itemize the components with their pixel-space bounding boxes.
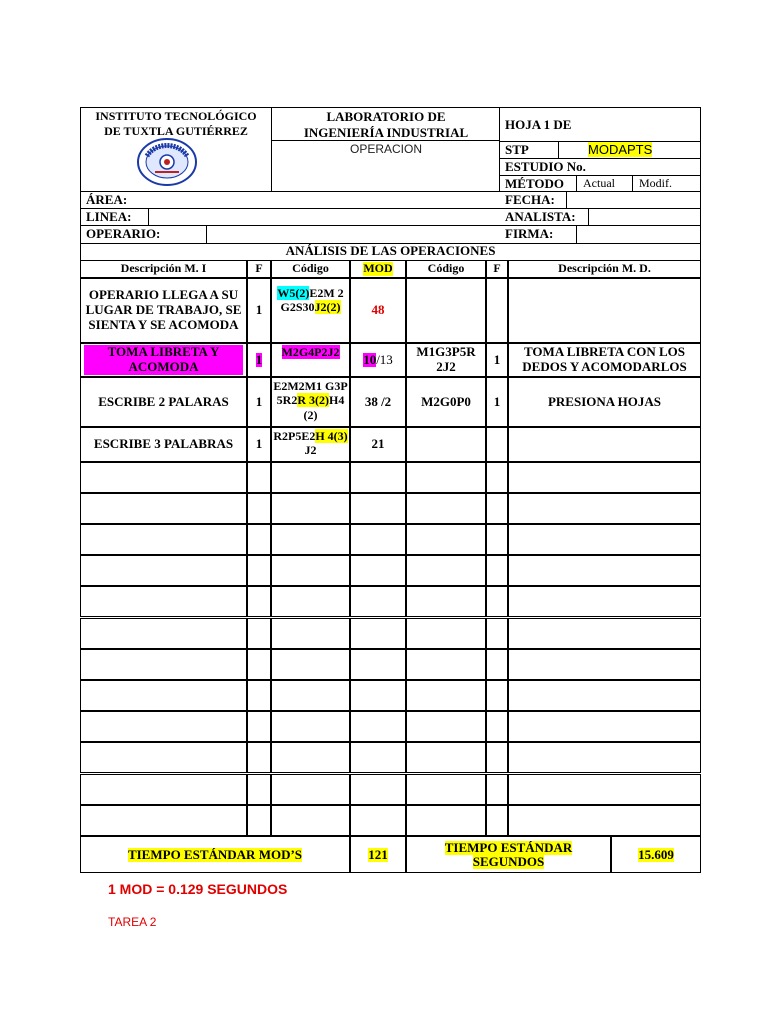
table-cell-border <box>80 555 247 586</box>
column-header <box>271 260 350 278</box>
f-md <box>486 427 508 462</box>
table-cell-border <box>508 555 701 586</box>
table-cell-border <box>486 805 508 836</box>
table-cell-border <box>271 742 350 773</box>
code-md: M2G0P0 <box>421 393 471 409</box>
code-mi-part: H4(2) <box>303 393 345 422</box>
table-cell-border <box>486 618 508 649</box>
table-cell-border <box>406 742 486 773</box>
desc-mi-text: ESCRIBE 2 PALARAS <box>98 393 229 409</box>
table-cell-border <box>271 774 350 805</box>
table-cell-border <box>406 555 486 586</box>
institute-line2: DE TUXTLA GUTIÉRREZ <box>104 124 248 138</box>
desc-mi-text: OPERARIO LLEGA A SU LUGAR DE TRABAJO, SE SIENTA Y SE ACOMODA <box>85 287 242 332</box>
fecha-divider <box>566 191 567 208</box>
table-cell-border <box>350 680 406 711</box>
tiempo-mods-label <box>80 836 350 873</box>
table-cell-border <box>486 649 508 680</box>
tiempo-seg-label-text: SEGUNDOS <box>472 853 545 869</box>
metodo-div1 <box>576 175 577 191</box>
desc-mi <box>84 343 243 377</box>
hoja-label: HOJA 1 DE <box>505 117 572 132</box>
table-cell-border <box>271 711 350 742</box>
column-header-text: F <box>493 261 501 276</box>
fecha-label: FECHA: <box>505 192 555 207</box>
code-mi <box>273 377 348 427</box>
desc-mi-text: ESCRIBE 3 PALABRAS <box>93 436 234 452</box>
table-cell-border <box>486 774 508 805</box>
table-cell-border <box>80 711 247 742</box>
code-mi <box>273 343 348 377</box>
f-mi-text: 1 <box>255 351 263 367</box>
mod-value-text: 38 /2 <box>364 393 392 409</box>
desc-md: TOMA LIBRETA CON LOS DEDOS Y ACOMODARLOS <box>522 344 687 374</box>
code-mi-part: R2P5E2 <box>273 429 316 443</box>
mod-value-text: 21 <box>371 436 385 452</box>
table-cell-border <box>247 742 271 773</box>
tiempo-seg-value <box>611 836 701 873</box>
analista-label: ANALISTA: <box>505 209 576 224</box>
table-cell-border <box>406 462 486 493</box>
analysis-table <box>80 260 701 867</box>
table-cell-border <box>271 493 350 524</box>
table-cell-border <box>350 618 406 649</box>
code-mi-part: E2M2M1 G3P5R2 <box>273 379 348 408</box>
table-cell-border <box>247 649 271 680</box>
table-cell-border <box>350 524 406 555</box>
mod-value <box>350 343 406 377</box>
mod-value-highlight: 10 <box>363 351 377 367</box>
tiempo-seg-value-text: 15.609 <box>638 846 674 862</box>
table-cell-border <box>486 680 508 711</box>
table-cell-border <box>247 774 271 805</box>
code-md: M1G3P5R 2J2 <box>416 344 476 374</box>
mod-value <box>350 377 406 427</box>
metodo-actual: Actual <box>583 176 615 190</box>
f-mi-text: 1 <box>255 436 263 452</box>
firma-label: FIRMA: <box>505 226 554 241</box>
desc-mi <box>84 427 243 462</box>
tarea-note: TAREA 2 <box>108 915 157 929</box>
table-cell-border <box>350 711 406 742</box>
column-header-text: Descripción M. D. <box>558 261 651 276</box>
column-header <box>406 260 486 278</box>
estudio-label: ESTUDIO No. <box>505 159 586 174</box>
table-cell-border <box>406 774 486 805</box>
table-cell-border <box>406 586 486 617</box>
desc-md <box>512 427 697 462</box>
f-mi <box>247 427 271 462</box>
table-cell-border <box>508 742 701 773</box>
table-cell-border <box>271 524 350 555</box>
table-cell-border <box>80 805 247 836</box>
table-cell-border <box>271 805 350 836</box>
tiempo-mods-value <box>350 836 406 873</box>
table-cell-border <box>80 774 247 805</box>
table-cell-border <box>350 649 406 680</box>
code-mi <box>273 278 348 343</box>
table-cell-border <box>350 586 406 617</box>
f-mi-text: 1 <box>255 393 263 409</box>
table-cell-border <box>508 462 701 493</box>
operario-label: OPERARIO: <box>86 226 161 241</box>
table-cell-border <box>406 618 486 649</box>
tiempo-mods-label-text: TIEMPO ESTÁNDAR MOD’S <box>127 846 303 862</box>
table-cell-border <box>247 680 271 711</box>
operario-divider <box>206 225 207 244</box>
table-cell-border <box>247 524 271 555</box>
f-md: 1 <box>493 351 501 367</box>
table-cell-border <box>486 524 508 555</box>
stp-divider <box>558 141 559 158</box>
f-mi <box>247 377 271 427</box>
f-md: 1 <box>493 393 501 409</box>
code-mi-part: H 4(3) <box>315 429 348 443</box>
area-row-line <box>80 191 701 192</box>
table-cell-border <box>406 493 486 524</box>
desc-mi <box>84 377 243 427</box>
lab-line2: INGENIERÍA INDUSTRIAL <box>303 125 469 140</box>
column-header-text: Descripción M. I <box>120 261 207 276</box>
code-md <box>410 427 482 462</box>
table-cell-border <box>80 586 247 617</box>
table-cell-border <box>271 462 350 493</box>
code-mi-part: W5(2) <box>277 286 310 300</box>
table-cell-border <box>508 805 701 836</box>
table-cell-border <box>486 493 508 524</box>
table-cell-border <box>247 618 271 649</box>
area-label: ÁREA: <box>86 192 128 207</box>
table-cell-border <box>80 462 247 493</box>
desc-mi-text: TOMA LIBRETA Y ACOMODA <box>84 345 243 375</box>
table-cell-border <box>350 742 406 773</box>
mod-value <box>350 278 406 343</box>
tiempo-mods-value-text: 121 <box>368 846 388 862</box>
f-mi <box>247 278 271 343</box>
table-cell-border <box>80 680 247 711</box>
column-header <box>247 260 271 278</box>
mod-value <box>350 427 406 462</box>
lab-line1: LABORATORIO DE <box>326 109 446 124</box>
table-cell-border <box>80 524 247 555</box>
table-cell-border <box>486 742 508 773</box>
table-cell-border <box>271 586 350 617</box>
desc-mi <box>84 278 243 343</box>
metodo-label: MÉTODO <box>505 176 564 191</box>
tiempo-seg-label-text: TIEMPO ESTÁNDAR <box>444 839 573 855</box>
desc-md: PRESIONA HOJAS <box>547 393 662 409</box>
institute-line1: INSTITUTO TECNOLÓGICO <box>95 109 257 123</box>
table-cell-border <box>508 649 701 680</box>
table-cell-border <box>350 462 406 493</box>
linea-divider <box>148 208 149 225</box>
f-md <box>486 278 508 343</box>
conversion-note: 1 MOD = 0.129 SEGUNDOS <box>108 881 288 897</box>
tiempo-seg-label <box>406 836 611 873</box>
table-cell-border <box>508 493 701 524</box>
table-cell-border <box>508 680 701 711</box>
stp-value-text: MODAPTS <box>588 142 653 157</box>
table-cell-border <box>247 586 271 617</box>
table-cell-border <box>406 649 486 680</box>
code-mi <box>273 427 348 462</box>
table-cell-border <box>271 680 350 711</box>
stp-label: STP <box>505 142 529 157</box>
column-header-text: Código <box>292 261 329 276</box>
table-cell-border <box>486 555 508 586</box>
column-header-text: MOD <box>363 261 393 276</box>
table-cell-border <box>486 462 508 493</box>
f-mi <box>247 343 271 377</box>
mod-value-text: 48 <box>371 302 385 318</box>
code-md <box>410 278 482 343</box>
logo <box>135 136 199 188</box>
linea-label: LINEA: <box>86 209 132 224</box>
analista-divider <box>588 208 589 225</box>
table-cell-border <box>350 774 406 805</box>
table-cell-border <box>80 493 247 524</box>
desc-md <box>512 278 697 343</box>
table-cell-border <box>80 649 247 680</box>
column-header-text: F <box>255 261 263 276</box>
table-cell-border <box>508 774 701 805</box>
code-mi-part: R 3(2) <box>297 393 329 408</box>
table-cell-border <box>486 586 508 617</box>
column-header <box>80 260 247 278</box>
code-mi-part: E2M 2G2S30 <box>280 286 344 315</box>
table-cell-border <box>271 618 350 649</box>
operario-row-line <box>80 225 701 226</box>
firma-divider <box>576 225 577 244</box>
code-mi-part: M2G4P2J2 <box>281 345 340 359</box>
table-cell-border <box>350 493 406 524</box>
table-cell-border <box>508 711 701 742</box>
code-mi-part: J2 <box>304 443 317 458</box>
table-cell-border <box>247 711 271 742</box>
table-cell-border <box>508 618 701 649</box>
table-cell-border <box>80 618 247 649</box>
table-cell-border <box>247 462 271 493</box>
column-header <box>350 260 406 278</box>
column-header <box>486 260 508 278</box>
column-header <box>508 260 701 278</box>
f-mi-text: 1 <box>255 302 263 318</box>
table-cell-border <box>406 680 486 711</box>
table-cell-border <box>406 524 486 555</box>
operacion-label: OPERACION <box>349 142 422 156</box>
analysis-title: ANÁLISIS DE LAS OPERACIONES <box>285 243 496 258</box>
code-mi-part: J2(2) <box>314 300 341 315</box>
table-cell-border <box>271 649 350 680</box>
table-cell-border <box>406 805 486 836</box>
table-cell-border <box>350 805 406 836</box>
table-cell-border <box>406 711 486 742</box>
table-cell-border <box>508 586 701 617</box>
table-cell-border <box>247 555 271 586</box>
table-cell-border <box>247 805 271 836</box>
linea-row-line <box>80 208 701 209</box>
mod-value-rest: /13 <box>376 351 393 367</box>
metodo-div2 <box>632 175 633 191</box>
table-cell-border <box>486 711 508 742</box>
table-cell-border <box>247 493 271 524</box>
table-cell-border <box>271 555 350 586</box>
table-cell-border <box>508 524 701 555</box>
column-header-text: Código <box>427 261 465 276</box>
metodo-modif: Modif. <box>639 176 672 190</box>
table-cell-border <box>80 742 247 773</box>
stp-value <box>588 143 652 156</box>
table-cell-border <box>350 555 406 586</box>
